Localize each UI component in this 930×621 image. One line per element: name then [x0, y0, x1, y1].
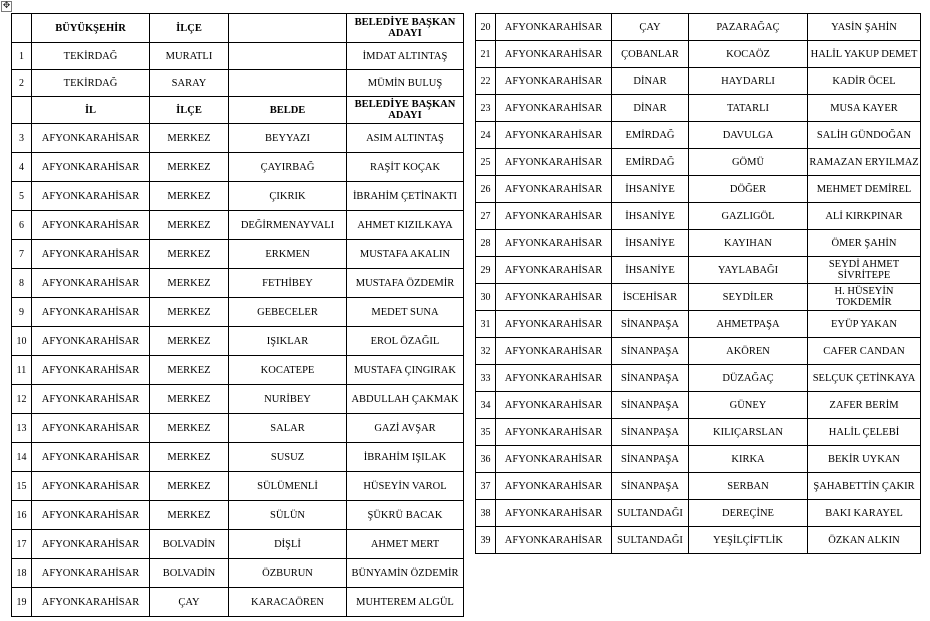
cell-province: AFYONKARAHİSAR	[32, 443, 150, 472]
cell-candidate-name: HALİL YAKUP DEMET	[808, 41, 921, 68]
cell-district: DİNAR	[612, 95, 689, 122]
cell-row-number: 28	[476, 230, 496, 257]
cell-town: SUSUZ	[229, 443, 347, 472]
cell-district: SİNANPAŞA	[612, 311, 689, 338]
cell-district: EMİRDAĞ	[612, 149, 689, 176]
cell-district: MURATLI	[150, 43, 229, 70]
table-row	[476, 365, 921, 392]
cell-town: KOCATEPE	[229, 356, 347, 385]
cell-town: YEŞİLÇİFTLİK	[689, 527, 808, 554]
cell-province: AFYONKARAHİSAR	[32, 414, 150, 443]
cell-town: KOCAÖZ	[689, 41, 808, 68]
cell-candidate-name: RAMAZAN ERYILMAZ	[808, 149, 921, 176]
table-row	[476, 446, 921, 473]
cell-row-number: 31	[476, 311, 496, 338]
cell-candidate-name: SEYDİ AHMET SİVRİTEPE	[808, 257, 921, 284]
cell-candidate-name: MUSTAFA ÖZDEMİR	[347, 269, 464, 298]
cell-row-number: 26	[476, 176, 496, 203]
header-candidate-name: BELEDİYE BAŞKAN ADAYI	[347, 97, 464, 124]
cell-town: GÖMÜ	[689, 149, 808, 176]
cell-row-number: 21	[476, 41, 496, 68]
cell-row-number: 2	[12, 70, 32, 97]
cell-town: DÖĞER	[689, 176, 808, 203]
cell-row-number: 4	[12, 153, 32, 182]
cell-row-number: 10	[12, 327, 32, 356]
cell-town: SERBAN	[689, 473, 808, 500]
table-header-row	[12, 14, 464, 43]
cell-row-number: 24	[476, 122, 496, 149]
table-row	[476, 41, 921, 68]
cell-town: PAZARAĞAÇ	[689, 14, 808, 41]
cell-town: ÇAYIRBAĞ	[229, 153, 347, 182]
cell-province: AFYONKARAHİSAR	[32, 356, 150, 385]
cell-province: AFYONKARAHİSAR	[32, 327, 150, 356]
header-row-number	[12, 14, 32, 43]
cell-province: AFYONKARAHİSAR	[496, 365, 612, 392]
cell-candidate-name: ÖMER ŞAHİN	[808, 230, 921, 257]
cell-province: AFYONKARAHİSAR	[496, 419, 612, 446]
cell-district: İHSANİYE	[612, 203, 689, 230]
cell-town: HAYDARLI	[689, 68, 808, 95]
cell-candidate-name: HÜSEYİN VAROL	[347, 472, 464, 501]
cell-candidate-name: İBRAHİM ÇETİNAKTI	[347, 182, 464, 211]
cell-province: AFYONKARAHİSAR	[496, 338, 612, 365]
cell-candidate-name: ALİ KIRKPINAR	[808, 203, 921, 230]
cell-district: MERKEZ	[150, 211, 229, 240]
cell-candidate-name: AHMET KIZILKAYA	[347, 211, 464, 240]
cell-province: AFYONKARAHİSAR	[32, 153, 150, 182]
cell-province: AFYONKARAHİSAR	[496, 311, 612, 338]
cell-district: MERKEZ	[150, 124, 229, 153]
table-row	[12, 414, 464, 443]
table-row	[12, 443, 464, 472]
cell-town: ÖZBURUN	[229, 559, 347, 588]
table-row	[12, 356, 464, 385]
table-row	[12, 124, 464, 153]
table-row	[476, 311, 921, 338]
cell-row-number: 20	[476, 14, 496, 41]
cell-town: DİŞLİ	[229, 530, 347, 559]
cell-province: AFYONKARAHİSAR	[496, 500, 612, 527]
cell-province: AFYONKARAHİSAR	[32, 211, 150, 240]
cell-district: MERKEZ	[150, 298, 229, 327]
cell-candidate-name: EROL ÖZAĞIL	[347, 327, 464, 356]
cell-row-number: 11	[12, 356, 32, 385]
cell-row-number: 9	[12, 298, 32, 327]
table-row	[476, 392, 921, 419]
table-row	[476, 122, 921, 149]
cell-district: MERKEZ	[150, 182, 229, 211]
cell-province: TEKİRDAĞ	[32, 70, 150, 97]
cell-province: AFYONKARAHİSAR	[32, 124, 150, 153]
table-move-handle-icon[interactable]: ✥	[2, 1, 11, 11]
cell-row-number: 33	[476, 365, 496, 392]
cell-town: KARACAÖREN	[229, 588, 347, 617]
cell-district: SİNANPAŞA	[612, 392, 689, 419]
cell-town: BEYYAZI	[229, 124, 347, 153]
cell-town: DEĞİRMENAYVALI	[229, 211, 347, 240]
candidates-table-left	[11, 13, 464, 617]
table-row	[12, 327, 464, 356]
cell-district: SİNANPAŞA	[612, 446, 689, 473]
table-row	[12, 182, 464, 211]
cell-province: AFYONKARAHİSAR	[496, 446, 612, 473]
cell-row-number: 1	[12, 43, 32, 70]
cell-candidate-name: MUSTAFA AKALIN	[347, 240, 464, 269]
cell-district: MERKEZ	[150, 356, 229, 385]
cell-province: AFYONKARAHİSAR	[32, 559, 150, 588]
table-row	[12, 472, 464, 501]
cell-town: DEREÇİNE	[689, 500, 808, 527]
cell-row-number: 3	[12, 124, 32, 153]
table-row	[476, 203, 921, 230]
cell-candidate-name: YASİN ŞAHİN	[808, 14, 921, 41]
cell-province: AFYONKARAHİSAR	[32, 588, 150, 617]
cell-row-number: 19	[12, 588, 32, 617]
cell-province: AFYONKARAHİSAR	[496, 473, 612, 500]
cell-candidate-name: RAŞİT KOÇAK	[347, 153, 464, 182]
cell-candidate-name: ZAFER BERİM	[808, 392, 921, 419]
header-district: İLÇE	[150, 97, 229, 124]
cell-province: AFYONKARAHİSAR	[496, 122, 612, 149]
cell-province: AFYONKARAHİSAR	[32, 385, 150, 414]
table-row	[476, 149, 921, 176]
cell-district: MERKEZ	[150, 153, 229, 182]
cell-row-number: 7	[12, 240, 32, 269]
header-province: İL	[32, 97, 150, 124]
cell-province: AFYONKARAHİSAR	[496, 284, 612, 311]
cell-province: AFYONKARAHİSAR	[496, 95, 612, 122]
cell-town: SÜLÜMENLİ	[229, 472, 347, 501]
cell-row-number: 39	[476, 527, 496, 554]
cell-district: SARAY	[150, 70, 229, 97]
table-row	[12, 530, 464, 559]
cell-district: SİNANPAŞA	[612, 419, 689, 446]
cell-province: AFYONKARAHİSAR	[32, 472, 150, 501]
cell-town	[229, 70, 347, 97]
cell-row-number: 25	[476, 149, 496, 176]
table-row	[12, 269, 464, 298]
cell-district: EMİRDAĞ	[612, 122, 689, 149]
cell-town: SÜLÜN	[229, 501, 347, 530]
cell-town: ERKMEN	[229, 240, 347, 269]
table-row	[12, 240, 464, 269]
table-row	[476, 527, 921, 554]
header-district: İLÇE	[150, 14, 229, 43]
cell-candidate-name: MUSA KAYER	[808, 95, 921, 122]
candidates-table-right	[475, 13, 921, 554]
cell-row-number: 5	[12, 182, 32, 211]
cell-province: TEKİRDAĞ	[32, 43, 150, 70]
cell-town: ÇIKRIK	[229, 182, 347, 211]
cell-district: BOLVADİN	[150, 559, 229, 588]
cell-row-number: 18	[12, 559, 32, 588]
cell-district: MERKEZ	[150, 501, 229, 530]
cell-row-number: 15	[12, 472, 32, 501]
cell-candidate-name: SALİH GÜNDOĞAN	[808, 122, 921, 149]
cell-candidate-name: MEHMET DEMİREL	[808, 176, 921, 203]
cell-candidate-name: ASIM ALTINTAŞ	[347, 124, 464, 153]
header-town: BELDE	[229, 97, 347, 124]
cell-province: AFYONKARAHİSAR	[496, 41, 612, 68]
cell-district: MERKEZ	[150, 472, 229, 501]
cell-candidate-name: BÜNYAMİN ÖZDEMİR	[347, 559, 464, 588]
cell-town: YAYLABAĞI	[689, 257, 808, 284]
cell-candidate-name: MUSTAFA ÇINGIRAK	[347, 356, 464, 385]
table-header-row	[12, 97, 464, 124]
cell-row-number: 8	[12, 269, 32, 298]
cell-candidate-name: H. HÜSEYİN TOKDEMİR	[808, 284, 921, 311]
table-row	[12, 43, 464, 70]
cell-candidate-name: MUHTEREM ALGÜL	[347, 588, 464, 617]
cell-candidate-name: ŞÜKRÜ BACAK	[347, 501, 464, 530]
cell-candidate-name: BAKI KARAYEL	[808, 500, 921, 527]
cell-candidate-name: ŞAHABETTİN ÇAKIR	[808, 473, 921, 500]
cell-district: MERKEZ	[150, 443, 229, 472]
cell-candidate-name: AHMET MERT	[347, 530, 464, 559]
cell-row-number: 32	[476, 338, 496, 365]
cell-town: KIRKA	[689, 446, 808, 473]
cell-district: İHSANİYE	[612, 176, 689, 203]
cell-candidate-name: KADİR ÖCEL	[808, 68, 921, 95]
table-row	[12, 298, 464, 327]
cell-row-number: 34	[476, 392, 496, 419]
table-row	[476, 95, 921, 122]
header-row-number	[12, 97, 32, 124]
cell-district: ÇAY	[612, 14, 689, 41]
cell-candidate-name: ÖZKAN ALKIN	[808, 527, 921, 554]
table-row	[12, 501, 464, 530]
table-row	[476, 419, 921, 446]
cell-district: DİNAR	[612, 68, 689, 95]
cell-district: İSCEHİSAR	[612, 284, 689, 311]
cell-district: MERKEZ	[150, 240, 229, 269]
table-row	[476, 68, 921, 95]
cell-town: DAVULGA	[689, 122, 808, 149]
cell-candidate-name: MÜMİN BULUŞ	[347, 70, 464, 97]
cell-province: AFYONKARAHİSAR	[496, 257, 612, 284]
table-row	[476, 500, 921, 527]
cell-province: AFYONKARAHİSAR	[32, 182, 150, 211]
cell-province: AFYONKARAHİSAR	[32, 530, 150, 559]
table-row	[476, 14, 921, 41]
table-row	[476, 176, 921, 203]
cell-town: KILIÇARSLAN	[689, 419, 808, 446]
table-row	[12, 385, 464, 414]
cell-district: İHSANİYE	[612, 230, 689, 257]
cell-district: MERKEZ	[150, 327, 229, 356]
cell-row-number: 36	[476, 446, 496, 473]
cell-province: AFYONKARAHİSAR	[496, 392, 612, 419]
cell-province: AFYONKARAHİSAR	[32, 298, 150, 327]
cell-district: ÇAY	[150, 588, 229, 617]
header-province: BÜYÜKŞEHİR	[32, 14, 150, 43]
cell-district: MERKEZ	[150, 385, 229, 414]
cell-province: AFYONKARAHİSAR	[496, 203, 612, 230]
cell-candidate-name: GAZİ AVŞAR	[347, 414, 464, 443]
cell-province: AFYONKARAHİSAR	[496, 230, 612, 257]
cell-candidate-name: CAFER CANDAN	[808, 338, 921, 365]
table-row	[12, 559, 464, 588]
cell-candidate-name: EYÜP YAKAN	[808, 311, 921, 338]
cell-row-number: 22	[476, 68, 496, 95]
cell-candidate-name: HALİL ÇELEBİ	[808, 419, 921, 446]
cell-district: BOLVADİN	[150, 530, 229, 559]
cell-row-number: 6	[12, 211, 32, 240]
cell-province: AFYONKARAHİSAR	[496, 14, 612, 41]
cell-province: AFYONKARAHİSAR	[32, 501, 150, 530]
cell-district: İHSANİYE	[612, 257, 689, 284]
cell-row-number: 35	[476, 419, 496, 446]
cell-row-number: 17	[12, 530, 32, 559]
cell-row-number: 38	[476, 500, 496, 527]
cell-candidate-name: ABDULLAH ÇAKMAK	[347, 385, 464, 414]
table-row	[12, 588, 464, 617]
cell-candidate-name: İBRAHİM IŞILAK	[347, 443, 464, 472]
cell-town: KAYIHAN	[689, 230, 808, 257]
cell-row-number: 29	[476, 257, 496, 284]
cell-district: MERKEZ	[150, 269, 229, 298]
cell-candidate-name: BEKİR UYKAN	[808, 446, 921, 473]
cell-row-number: 30	[476, 284, 496, 311]
cell-row-number: 12	[12, 385, 32, 414]
table-row	[476, 473, 921, 500]
cell-district: SULTANDAĞI	[612, 527, 689, 554]
cell-town: SALAR	[229, 414, 347, 443]
cell-town: AHMETPAŞA	[689, 311, 808, 338]
cell-district: MERKEZ	[150, 414, 229, 443]
cell-row-number: 23	[476, 95, 496, 122]
cell-district: SİNANPAŞA	[612, 338, 689, 365]
cell-province: AFYONKARAHİSAR	[32, 269, 150, 298]
cell-district: ÇOBANLAR	[612, 41, 689, 68]
cell-province: AFYONKARAHİSAR	[32, 240, 150, 269]
cell-town: NURİBEY	[229, 385, 347, 414]
cell-row-number: 37	[476, 473, 496, 500]
cell-town: SEYDİLER	[689, 284, 808, 311]
header-town	[229, 14, 347, 43]
cell-row-number: 13	[12, 414, 32, 443]
table-row	[476, 338, 921, 365]
cell-row-number: 27	[476, 203, 496, 230]
cell-candidate-name: İMDAT ALTINTAŞ	[347, 43, 464, 70]
cell-district: SİNANPAŞA	[612, 473, 689, 500]
cell-province: AFYONKARAHİSAR	[496, 176, 612, 203]
cell-district: SİNANPAŞA	[612, 365, 689, 392]
cell-candidate-name: SELÇUK ÇETİNKAYA	[808, 365, 921, 392]
table-row	[476, 257, 921, 284]
cell-row-number: 16	[12, 501, 32, 530]
cell-town	[229, 43, 347, 70]
cell-town: GAZLIGÖL	[689, 203, 808, 230]
cell-district: SULTANDAĞI	[612, 500, 689, 527]
cell-town: IŞIKLAR	[229, 327, 347, 356]
cell-province: AFYONKARAHİSAR	[496, 149, 612, 176]
table-row	[12, 70, 464, 97]
cell-province: AFYONKARAHİSAR	[496, 68, 612, 95]
cell-town: TATARLI	[689, 95, 808, 122]
cell-province: AFYONKARAHİSAR	[496, 527, 612, 554]
header-candidate-name: BELEDİYE BAŞKAN ADAYI	[347, 14, 464, 43]
cell-town: DÜZAĞAÇ	[689, 365, 808, 392]
table-row	[476, 230, 921, 257]
cell-town: FETHİBEY	[229, 269, 347, 298]
table-row	[476, 284, 921, 311]
table-row	[12, 211, 464, 240]
cell-row-number: 14	[12, 443, 32, 472]
cell-town: GÜNEY	[689, 392, 808, 419]
cell-town: GEBECELER	[229, 298, 347, 327]
cell-candidate-name: MEDET SUNA	[347, 298, 464, 327]
cell-town: AKÖREN	[689, 338, 808, 365]
table-row	[12, 153, 464, 182]
